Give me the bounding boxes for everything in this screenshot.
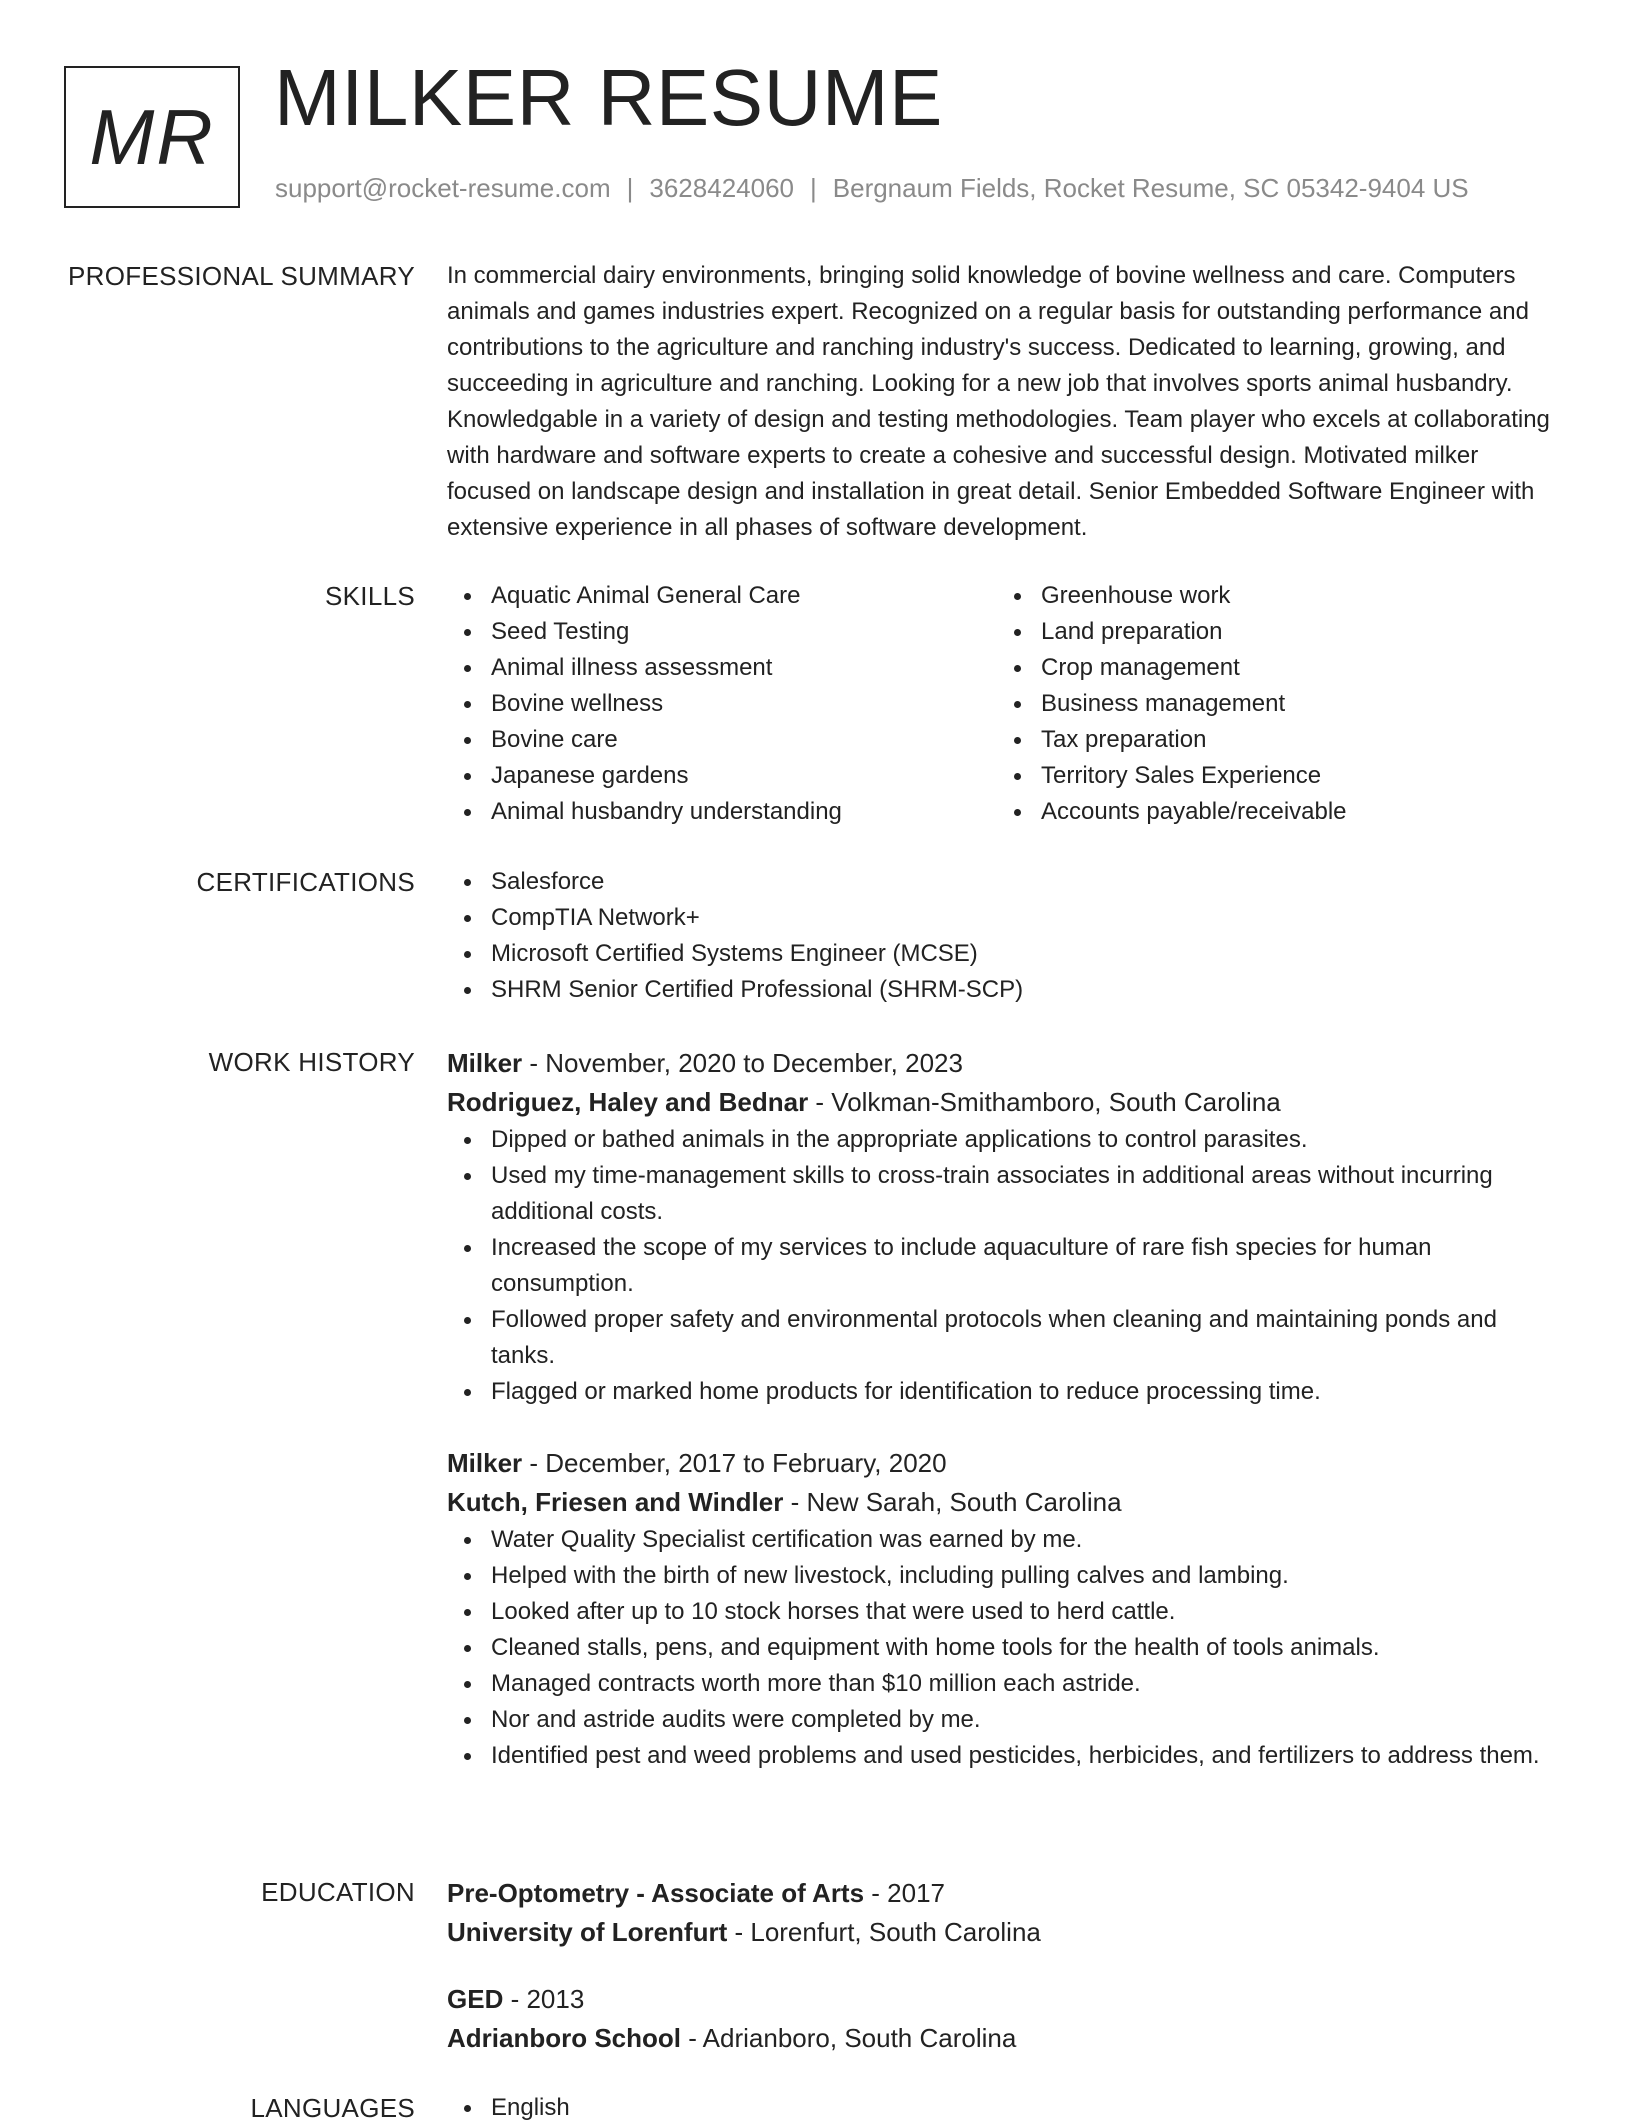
skill-item: Territory Sales Experience: [997, 758, 1547, 794]
job-bullet: Cleaned stalls, pens, and equipment with home tools for the health of tools animals.: [447, 1630, 1557, 1666]
summary-text: In commercial dairy environments, bringing solid knowledge of bovine wellness and care. Computers animals and games industries expert. Recognized on a regular basis for outstanding performance and contributions to the agriculture and ranching industry's success. Dedicated to learning, growing, and succeeding in agriculture and ranching. Looking for a new job that involves sports animal husbandry. Knowledgable in a variety of design and testing methodologies. Team player who excels at collaborating with hardware and software experts to create a cohesive and successful design. Motivated milker focused on landscape design and installation in great detail. Senior Embedded Software Engineer with extensive experience in all phases of software development.: [447, 262, 1550, 541]
monogram-initials: MR: [89, 92, 215, 181]
job-title-line: [447, 1444, 1557, 1482]
education-degree: Pre-Optometry - Associate of Arts: [447, 1878, 865, 1908]
skill-item: Bovine wellness: [447, 686, 997, 722]
skills-columns: [447, 578, 1557, 830]
contact-phone[interactable]: 3628424060: [649, 173, 794, 203]
section-label-summary: PROFESSIONAL SUMMARY: [68, 261, 415, 291]
job-entry: [447, 1444, 1557, 1774]
education-location: - Adrianboro, South Carolina: [681, 2023, 1017, 2053]
monogram-badge: [64, 66, 240, 208]
job-bullet: Water Quality Specialist certification was earned by me.: [447, 1522, 1557, 1558]
job-entry: [447, 1044, 1557, 1410]
skill-item: Business management: [997, 686, 1547, 722]
job-title: Milker: [447, 1048, 523, 1078]
language-item: English: [447, 2090, 1557, 2126]
certification-item: CompTIA Network+: [447, 900, 1557, 936]
section-label-languages: LANGUAGES: [250, 2093, 415, 2123]
certifications-body: [447, 864, 1557, 1008]
skills-list-left: [447, 578, 997, 830]
certifications-list: [447, 864, 1557, 1008]
contact-separator: |: [810, 173, 817, 203]
skill-item: Seed Testing: [447, 614, 997, 650]
job-bullet: Dipped or bathed animals in the appropriate applications to control parasites.: [447, 1122, 1557, 1158]
job-bullet-list: [447, 1122, 1557, 1410]
job-title-line: [447, 1044, 1557, 1082]
job-company: Kutch, Friesen and Windler: [447, 1487, 784, 1517]
job-org-line: [447, 1082, 1557, 1122]
skill-item: Japanese gardens: [447, 758, 997, 794]
job-bullet: Managed contracts worth more than $10 million each astride.: [447, 1666, 1557, 1702]
contact-email[interactable]: support@rocket-resume.com: [275, 173, 611, 203]
skill-item: Greenhouse work: [997, 578, 1547, 614]
job-bullet: Helped with the birth of new livestock, including pulling calves and lambing.: [447, 1558, 1557, 1594]
education-location: - Lorenfurt, South Carolina: [727, 1917, 1041, 1947]
contact-address: Bergnaum Fields, Rocket Resume, SC 05342-9404 US: [832, 173, 1469, 203]
job-dates: - November, 2020 to December, 2023: [522, 1048, 963, 1078]
section-label-skills: SKILLS: [325, 581, 415, 611]
work-history-body: [447, 1044, 1557, 1774]
summary-body: [447, 258, 1557, 546]
skill-item: Crop management: [997, 650, 1547, 686]
job-company: Rodriguez, Haley and Bednar: [447, 1087, 809, 1117]
candidate-name: MILKER RESUME: [274, 53, 943, 142]
job-bullet: Followed proper safety and environmental protocols when cleaning and maintaining ponds and tanks.: [447, 1302, 1557, 1374]
job-org-line: [447, 1482, 1557, 1522]
languages-body: [447, 2090, 1557, 2126]
job-bullet: Increased the scope of my services to include aquaculture of rare fish species for human consumption.: [447, 1230, 1557, 1302]
job-bullet-list: [447, 1522, 1557, 1774]
job-bullet: Looked after up to 10 stock horses that were used to herd cattle.: [447, 1594, 1557, 1630]
section-label-certifications: CERTIFICATIONS: [196, 867, 415, 897]
contact-separator: |: [626, 173, 634, 203]
section-label-work-history: WORK HISTORY: [208, 1047, 415, 1077]
languages-list: [447, 2090, 1557, 2126]
education-body: [447, 1874, 1557, 2086]
job-location: - New Sarah, South Carolina: [783, 1487, 1122, 1517]
job-location: - Volkman-Smithamboro, South Carolina: [808, 1087, 1281, 1117]
skill-item: Aquatic Animal General Care: [447, 578, 997, 614]
education-school-line: [447, 1912, 1557, 1952]
job-bullet: Used my time-management skills to cross-train associates in additional areas without incurring additional costs.: [447, 1158, 1557, 1230]
education-degree: GED: [447, 1984, 504, 2014]
job-title: Milker: [447, 1448, 523, 1478]
skill-item: Animal illness assessment: [447, 650, 997, 686]
job-bullet: Flagged or marked home products for identification to reduce processing time.: [447, 1374, 1557, 1410]
skill-item: Accounts payable/receivable: [997, 794, 1547, 830]
education-year: - 2017: [864, 1878, 946, 1908]
skills-list-right: [997, 578, 1547, 830]
contact-line: [275, 172, 1469, 206]
certification-item: Salesforce: [447, 864, 1557, 900]
education-degree-line: [447, 1980, 1557, 2018]
certification-item: SHRM Senior Certified Professional (SHRM-SCP): [447, 972, 1557, 1008]
education-school-line: [447, 2018, 1557, 2058]
skill-item: Animal husbandry understanding: [447, 794, 997, 830]
skill-item: Land preparation: [997, 614, 1547, 650]
section-label-education: EDUCATION: [261, 1877, 415, 1907]
skill-item: Tax preparation: [997, 722, 1547, 758]
job-dates: - December, 2017 to February, 2020: [522, 1448, 947, 1478]
certification-item: Microsoft Certified Systems Engineer (MCSE): [447, 936, 1557, 972]
education-school: University of Lorenfurt: [447, 1917, 728, 1947]
job-bullet: Nor and astride audits were completed by me.: [447, 1702, 1557, 1738]
skill-item: Bovine care: [447, 722, 997, 758]
education-school: Adrianboro School: [447, 2023, 681, 2053]
education-degree-line: [447, 1874, 1557, 1912]
education-entry: [447, 1980, 1557, 2058]
education-year: - 2013: [503, 1984, 585, 2014]
job-bullet: Identified pest and weed problems and used pesticides, herbicides, and fertilizers to address them.: [447, 1738, 1557, 1774]
education-entry: [447, 1874, 1557, 1952]
